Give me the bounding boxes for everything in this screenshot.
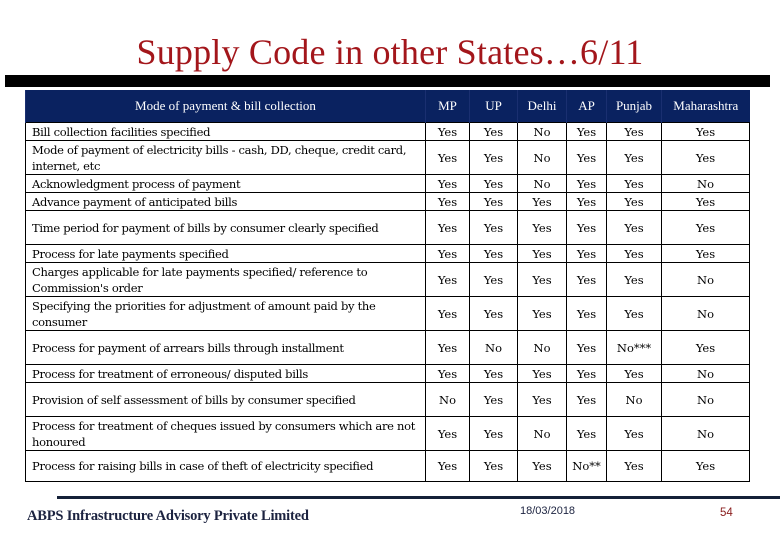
- row-label: Process for late payments specified: [26, 245, 426, 263]
- row-label: Process for treatment of cheques issued by consumers which are not honoured: [26, 417, 426, 451]
- table-row: [26, 141, 750, 175]
- row-label: Provision of self assessment of bills by consumer specified: [26, 383, 426, 417]
- cell-punjab: Yes: [607, 417, 662, 451]
- cell-maharashtra: No: [662, 175, 750, 193]
- row-label: Advance payment of anticipated bills: [26, 193, 426, 211]
- cell-mp: Yes: [426, 263, 470, 297]
- table-row: [26, 193, 750, 211]
- cell-ap: Yes: [567, 193, 607, 211]
- footer-divider-line: [57, 496, 780, 499]
- table-row: [26, 417, 750, 451]
- cell-delhi: Yes: [518, 211, 567, 245]
- cell-delhi: Yes: [518, 193, 567, 211]
- cell-punjab: No***: [607, 331, 662, 365]
- cell-mp: Yes: [426, 297, 470, 331]
- table-row: [26, 451, 750, 482]
- cell-up: Yes: [470, 141, 518, 175]
- cell-mp: Yes: [426, 245, 470, 263]
- row-label: Process for payment of arrears bills through installment: [26, 331, 426, 365]
- cell-mp: Yes: [426, 451, 470, 482]
- cell-ap: Yes: [567, 263, 607, 297]
- cell-mp: Yes: [426, 175, 470, 193]
- supply-code-comparison-table: [25, 90, 750, 482]
- column-header-criteria: Mode of payment & bill collection: [26, 90, 426, 123]
- cell-delhi: No: [518, 331, 567, 365]
- cell-maharashtra: Yes: [662, 211, 750, 245]
- cell-maharashtra: Yes: [662, 123, 750, 141]
- table-row: [26, 245, 750, 263]
- cell-punjab: Yes: [607, 193, 662, 211]
- cell-mp: Yes: [426, 211, 470, 245]
- cell-up: Yes: [470, 263, 518, 297]
- cell-punjab: Yes: [607, 365, 662, 383]
- cell-maharashtra: No: [662, 365, 750, 383]
- row-label: Specifying the priorities for adjustment of amount paid by the consumer: [26, 297, 426, 331]
- cell-mp: Yes: [426, 141, 470, 175]
- cell-up: Yes: [470, 365, 518, 383]
- table-header-row: [26, 90, 750, 123]
- cell-maharashtra: No: [662, 263, 750, 297]
- column-header-maharashtra: Maharashtra: [662, 90, 750, 123]
- row-label: Acknowledgment process of payment: [26, 175, 426, 193]
- cell-punjab: Yes: [607, 245, 662, 263]
- row-label: Bill collection facilities specified: [26, 123, 426, 141]
- cell-maharashtra: Yes: [662, 193, 750, 211]
- column-header-delhi: Delhi: [518, 90, 567, 123]
- cell-delhi: Yes: [518, 297, 567, 331]
- cell-mp: Yes: [426, 365, 470, 383]
- table-row: [26, 123, 750, 141]
- table-row: [26, 365, 750, 383]
- cell-mp: No: [426, 383, 470, 417]
- cell-punjab: Yes: [607, 175, 662, 193]
- cell-up: Yes: [470, 123, 518, 141]
- cell-ap: Yes: [567, 175, 607, 193]
- cell-punjab: Yes: [607, 297, 662, 331]
- cell-maharashtra: No: [662, 297, 750, 331]
- cell-punjab: Yes: [607, 263, 662, 297]
- table-row: [26, 263, 750, 297]
- footer-date: 18/03/2018: [520, 505, 576, 517]
- footer-company-name: ABPS Infrastructure Advisory Private Limited: [27, 508, 309, 524]
- cell-mp: Yes: [426, 417, 470, 451]
- cell-ap: Yes: [567, 417, 607, 451]
- cell-punjab: Yes: [607, 141, 662, 175]
- cell-delhi: No: [518, 123, 567, 141]
- column-header-ap: AP: [567, 90, 607, 123]
- column-header-up: UP: [470, 90, 518, 123]
- cell-maharashtra: No: [662, 383, 750, 417]
- cell-punjab: Yes: [607, 211, 662, 245]
- cell-up: Yes: [470, 175, 518, 193]
- cell-delhi: Yes: [518, 451, 567, 482]
- cell-mp: Yes: [426, 331, 470, 365]
- slide-title: Supply Code in other States…6/11: [136, 32, 644, 72]
- row-label: Charges applicable for late payments specified/ reference to Commission's order: [26, 263, 426, 297]
- cell-ap: No**: [567, 451, 607, 482]
- cell-up: Yes: [470, 451, 518, 482]
- cell-ap: Yes: [567, 245, 607, 263]
- cell-up: Yes: [470, 417, 518, 451]
- cell-delhi: No: [518, 175, 567, 193]
- cell-punjab: Yes: [607, 451, 662, 482]
- cell-up: Yes: [470, 383, 518, 417]
- column-header-punjab: Punjab: [607, 90, 662, 123]
- cell-up: Yes: [470, 245, 518, 263]
- title-divider-bar: [5, 75, 770, 87]
- table-row: [26, 175, 750, 193]
- cell-ap: Yes: [567, 297, 607, 331]
- row-label: Process for treatment of erroneous/ disputed bills: [26, 365, 426, 383]
- cell-up: Yes: [470, 297, 518, 331]
- cell-delhi: Yes: [518, 245, 567, 263]
- table-row: [26, 331, 750, 365]
- cell-ap: Yes: [567, 383, 607, 417]
- cell-ap: Yes: [567, 211, 607, 245]
- cell-maharashtra: No: [662, 417, 750, 451]
- cell-punjab: Yes: [607, 123, 662, 141]
- table-row: [26, 383, 750, 417]
- cell-mp: Yes: [426, 193, 470, 211]
- cell-up: Yes: [470, 193, 518, 211]
- page-number: 54: [720, 507, 733, 519]
- row-label: Time period for payment of bills by consumer clearly specified: [26, 211, 426, 245]
- column-header-mp: MP: [426, 90, 470, 123]
- cell-ap: Yes: [567, 141, 607, 175]
- table-row: [26, 211, 750, 245]
- cell-punjab: No: [607, 383, 662, 417]
- row-label: Process for raising bills in case of theft of electricity specified: [26, 451, 426, 482]
- table-row: [26, 297, 750, 331]
- cell-ap: Yes: [567, 123, 607, 141]
- cell-mp: Yes: [426, 123, 470, 141]
- cell-ap: Yes: [567, 365, 607, 383]
- cell-up: Yes: [470, 211, 518, 245]
- cell-delhi: Yes: [518, 263, 567, 297]
- cell-ap: Yes: [567, 331, 607, 365]
- row-label: Mode of payment of electricity bills - cash, DD, cheque, credit card, internet, etc: [26, 141, 426, 175]
- cell-up: No: [470, 331, 518, 365]
- cell-maharashtra: Yes: [662, 141, 750, 175]
- cell-delhi: No: [518, 141, 567, 175]
- cell-delhi: No: [518, 417, 567, 451]
- cell-delhi: Yes: [518, 383, 567, 417]
- cell-maharashtra: Yes: [662, 451, 750, 482]
- cell-maharashtra: Yes: [662, 245, 750, 263]
- cell-delhi: Yes: [518, 365, 567, 383]
- cell-maharashtra: Yes: [662, 331, 750, 365]
